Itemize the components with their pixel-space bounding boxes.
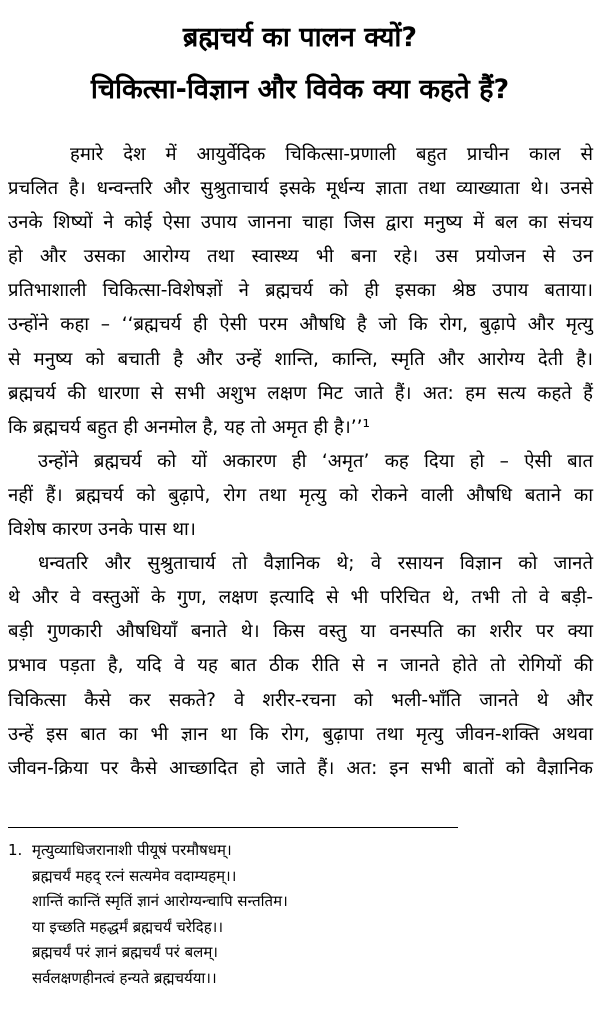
text-line: नहीं हैं। ब्रह्मचर्य को बुढ़ापे, रोग तथा मृत्यु को रोकने वाली औषधि बताने का bbox=[8, 484, 593, 506]
footnote-line: या इच्छति महद्धर्मं ब्रह्मचर्यं चरेदिह।। bbox=[32, 917, 224, 936]
paragraph bbox=[8, 547, 593, 786]
text-line: थे और वे वस्तुओं के गुण, लक्षण इत्यादि से भी परिचित थे, तभी तो वे बड़ी- bbox=[8, 587, 593, 609]
text-line: उन्होंने ब्रह्मचर्य को यों अकारण ही ‘अमृत’ कह दिया हो – ऐसी बात bbox=[38, 450, 594, 472]
text-line: उन्होंने कहा – ‘‘ब्रह्मचर्य ही ऐसी परम औषधि है जो कि रोग, बुढ़ापे और मृत्यु bbox=[8, 314, 593, 336]
footnote-line: सर्वलक्षणहीनत्वं हन्यते ब्रह्मचर्यया।। bbox=[32, 968, 217, 987]
footnote-line: ब्रह्मचर्यं परं ज्ञानं ब्रह्मचर्यं परं बलम्। bbox=[32, 943, 218, 961]
paragraph bbox=[8, 445, 593, 547]
page-subtitle: चिकित्सा-विज्ञान और विवेक क्या कहते हैं? bbox=[90, 74, 510, 105]
text-line: उन्हें इस बात का भी ज्ञान था कि रोग, बुढ़ापा तथा मृत्यु जीवन-शक्ति अथवा bbox=[8, 723, 593, 745]
footnote-line: शान्तिं कान्तिं स्मृतिं ज्ञानं आरोग्यन्चापि सन्ततिम। bbox=[32, 892, 288, 910]
text-line: विशेष कारण उनके पास था। bbox=[8, 519, 196, 541]
text-line: धन्वतरि और सुश्रुताचार्य तो वैज्ञानिक थे; वे रसायन विज्ञान को जानते bbox=[38, 553, 593, 575]
text-line: हो और उसका आरोग्य तथा स्वास्थ्य भी बना रहे। उस प्रयोजन से उन bbox=[8, 246, 593, 268]
footnote-line bbox=[8, 838, 528, 864]
text-line: कि ब्रह्मचर्य बहुत ही अनमोल है, यह तो अमृत ही है।’’¹ bbox=[8, 416, 370, 438]
text-line: चिकित्सा कैसे कर सकते? वे शरीर-रचना को भली-भाँति जानते थे और bbox=[8, 689, 593, 711]
body-text bbox=[8, 138, 593, 786]
text-line: प्रचलित है। धन्वन्तरि और सुश्रुताचार्य इसके मूर्धन्य ज्ञाता तथा व्याख्याता थे। उनसे bbox=[8, 178, 593, 200]
footnote-number: 1. bbox=[8, 841, 23, 859]
footnote-line: ब्रह्मचर्यं महद् रत्नं सत्यमेव वदाम्यहम्।। bbox=[32, 866, 237, 885]
page-title: ब्रह्मचर्य का पालन क्यों? bbox=[182, 22, 418, 53]
footnote-divider bbox=[8, 827, 458, 828]
text-line: उनके शिष्यों ने कोई ऐसा उपाय जानना चाहा जिस द्वारा मनुष्य में बल का संचय bbox=[8, 212, 593, 234]
text-line: ब्रह्मचर्य की धारणा से सभी अशुभ लक्षण मिट जाते हैं। अत: हम सत्य कहते हैं bbox=[8, 382, 593, 404]
footnote-text: मृत्युव्याधिजरानाशी पीयूषं परमौषधम्। bbox=[32, 841, 232, 859]
text-line: प्रतिभाशाली चिकित्सा-विशेषज्ञों ने ब्रह्मचर्य को ही इसका श्रेष्ठ उपाय बताया। bbox=[8, 280, 593, 302]
footnote bbox=[8, 838, 528, 991]
text-line: से मनुष्य को बचाती है और उन्हें शान्ति, कान्ति, स्मृति और आरोग्य देती है। bbox=[8, 348, 593, 370]
text-line: हमारे देश में आयुर्वेदिक चिकित्सा-प्रणाली बहुत प्राचीन काल से bbox=[70, 144, 593, 165]
text-line: प्रभाव पड़ता है, यदि वे यह बात ठीक रीति से न जानते होते तो रोगियों की bbox=[8, 655, 593, 677]
text-line: जीवन-क्रिया पर कैसे आच्छादित हो जाते हैं। अत: इन सभी बातों को वैज्ञानिक bbox=[8, 757, 593, 779]
paragraph bbox=[8, 138, 593, 445]
text-line: बड़ी गुणकारी औषधियाँ बनाते थे। किस वस्तु या वनस्पति का शरीर पर क्या bbox=[8, 621, 593, 643]
